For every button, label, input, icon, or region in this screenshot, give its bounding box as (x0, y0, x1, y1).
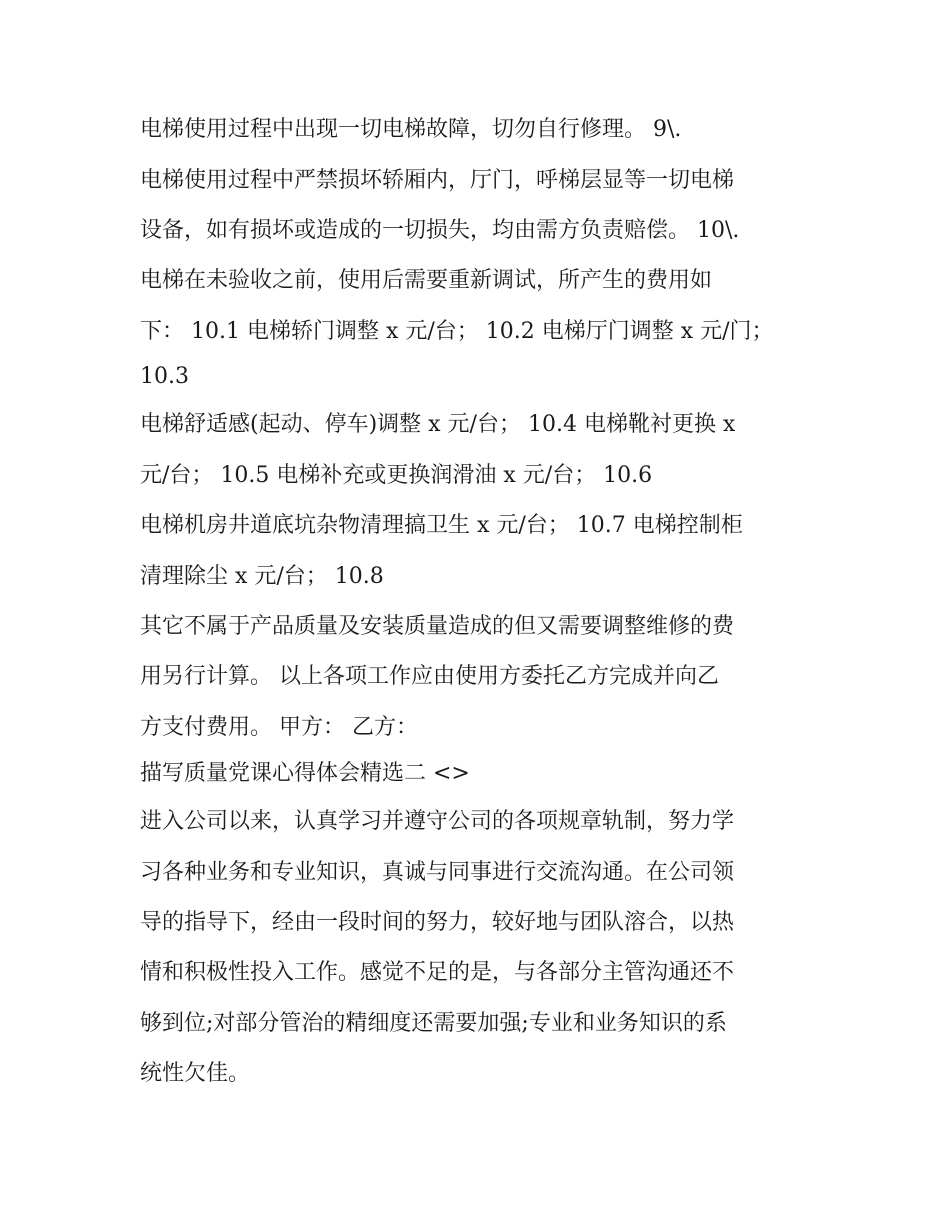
text-line: 电梯舒适感(起动、停车)调整 x 元/台； 10.4 电梯靴衬更换 x (140, 412, 736, 437)
text-line: 清理除尘 x 元/台； 10.8 (140, 564, 384, 589)
text-line: 统性欠佳。 (140, 1061, 251, 1086)
text-line: 10.3 (140, 364, 189, 389)
text-line: 电梯机房井道底坑杂物清理搞卫生 x 元/台； 10.7 电梯控制柜 (140, 513, 743, 538)
text-line: 电梯使用过程中严禁损坏轿厢内，厅门，呼梯层显等一切电梯 (140, 168, 735, 193)
text-line: 其它不属于产品质量及安装质量造成的但又需要调整维修的费 (140, 614, 735, 639)
text-line: 情和积极性投入工作。感觉不足的是，与各部分主管沟通还不 (140, 960, 735, 985)
text-line: 进入公司以来，认真学习并遵守公司的各项规章轨制，努力学 (140, 809, 735, 834)
text-line: 方支付费用。 甲方： 乙方： (140, 715, 418, 740)
text-line: 设备，如有损坏或造成的一切损失，均由需方负责赔偿。 10\. (140, 218, 740, 243)
text-line: 导的指导下，经由一段时间的努力，较好地与团队溶合，以热 (140, 910, 735, 935)
text-line: 下： 10.1 电梯轿门调整 x 元/台； 10.2 电梯厅门调整 x 元/门； (140, 319, 774, 344)
text-line: 电梯在未验收之前，使用后需要重新调试，所产生的费用如 (140, 268, 713, 293)
text-line: 元/台； 10.5 电梯补充或更换润滑油 x 元/台； 10.6 (140, 463, 653, 488)
text-line: 习各种业务和专业知识，真诚与同事进行交流沟通。在公司领 (140, 860, 735, 885)
text-line: 够到位;对部分管治的精细度还需要加强;专业和业务知识的系 (140, 1011, 727, 1036)
text-line: 电梯使用过程中出现一切电梯故障，切勿自行修理。 9\. (140, 117, 682, 142)
text-line: 用另行计算。 以上各项工作应由使用方委托乙方完成并向乙 (140, 664, 719, 689)
section-heading: 描写质量党课心得体会精选二 <> (140, 761, 470, 786)
